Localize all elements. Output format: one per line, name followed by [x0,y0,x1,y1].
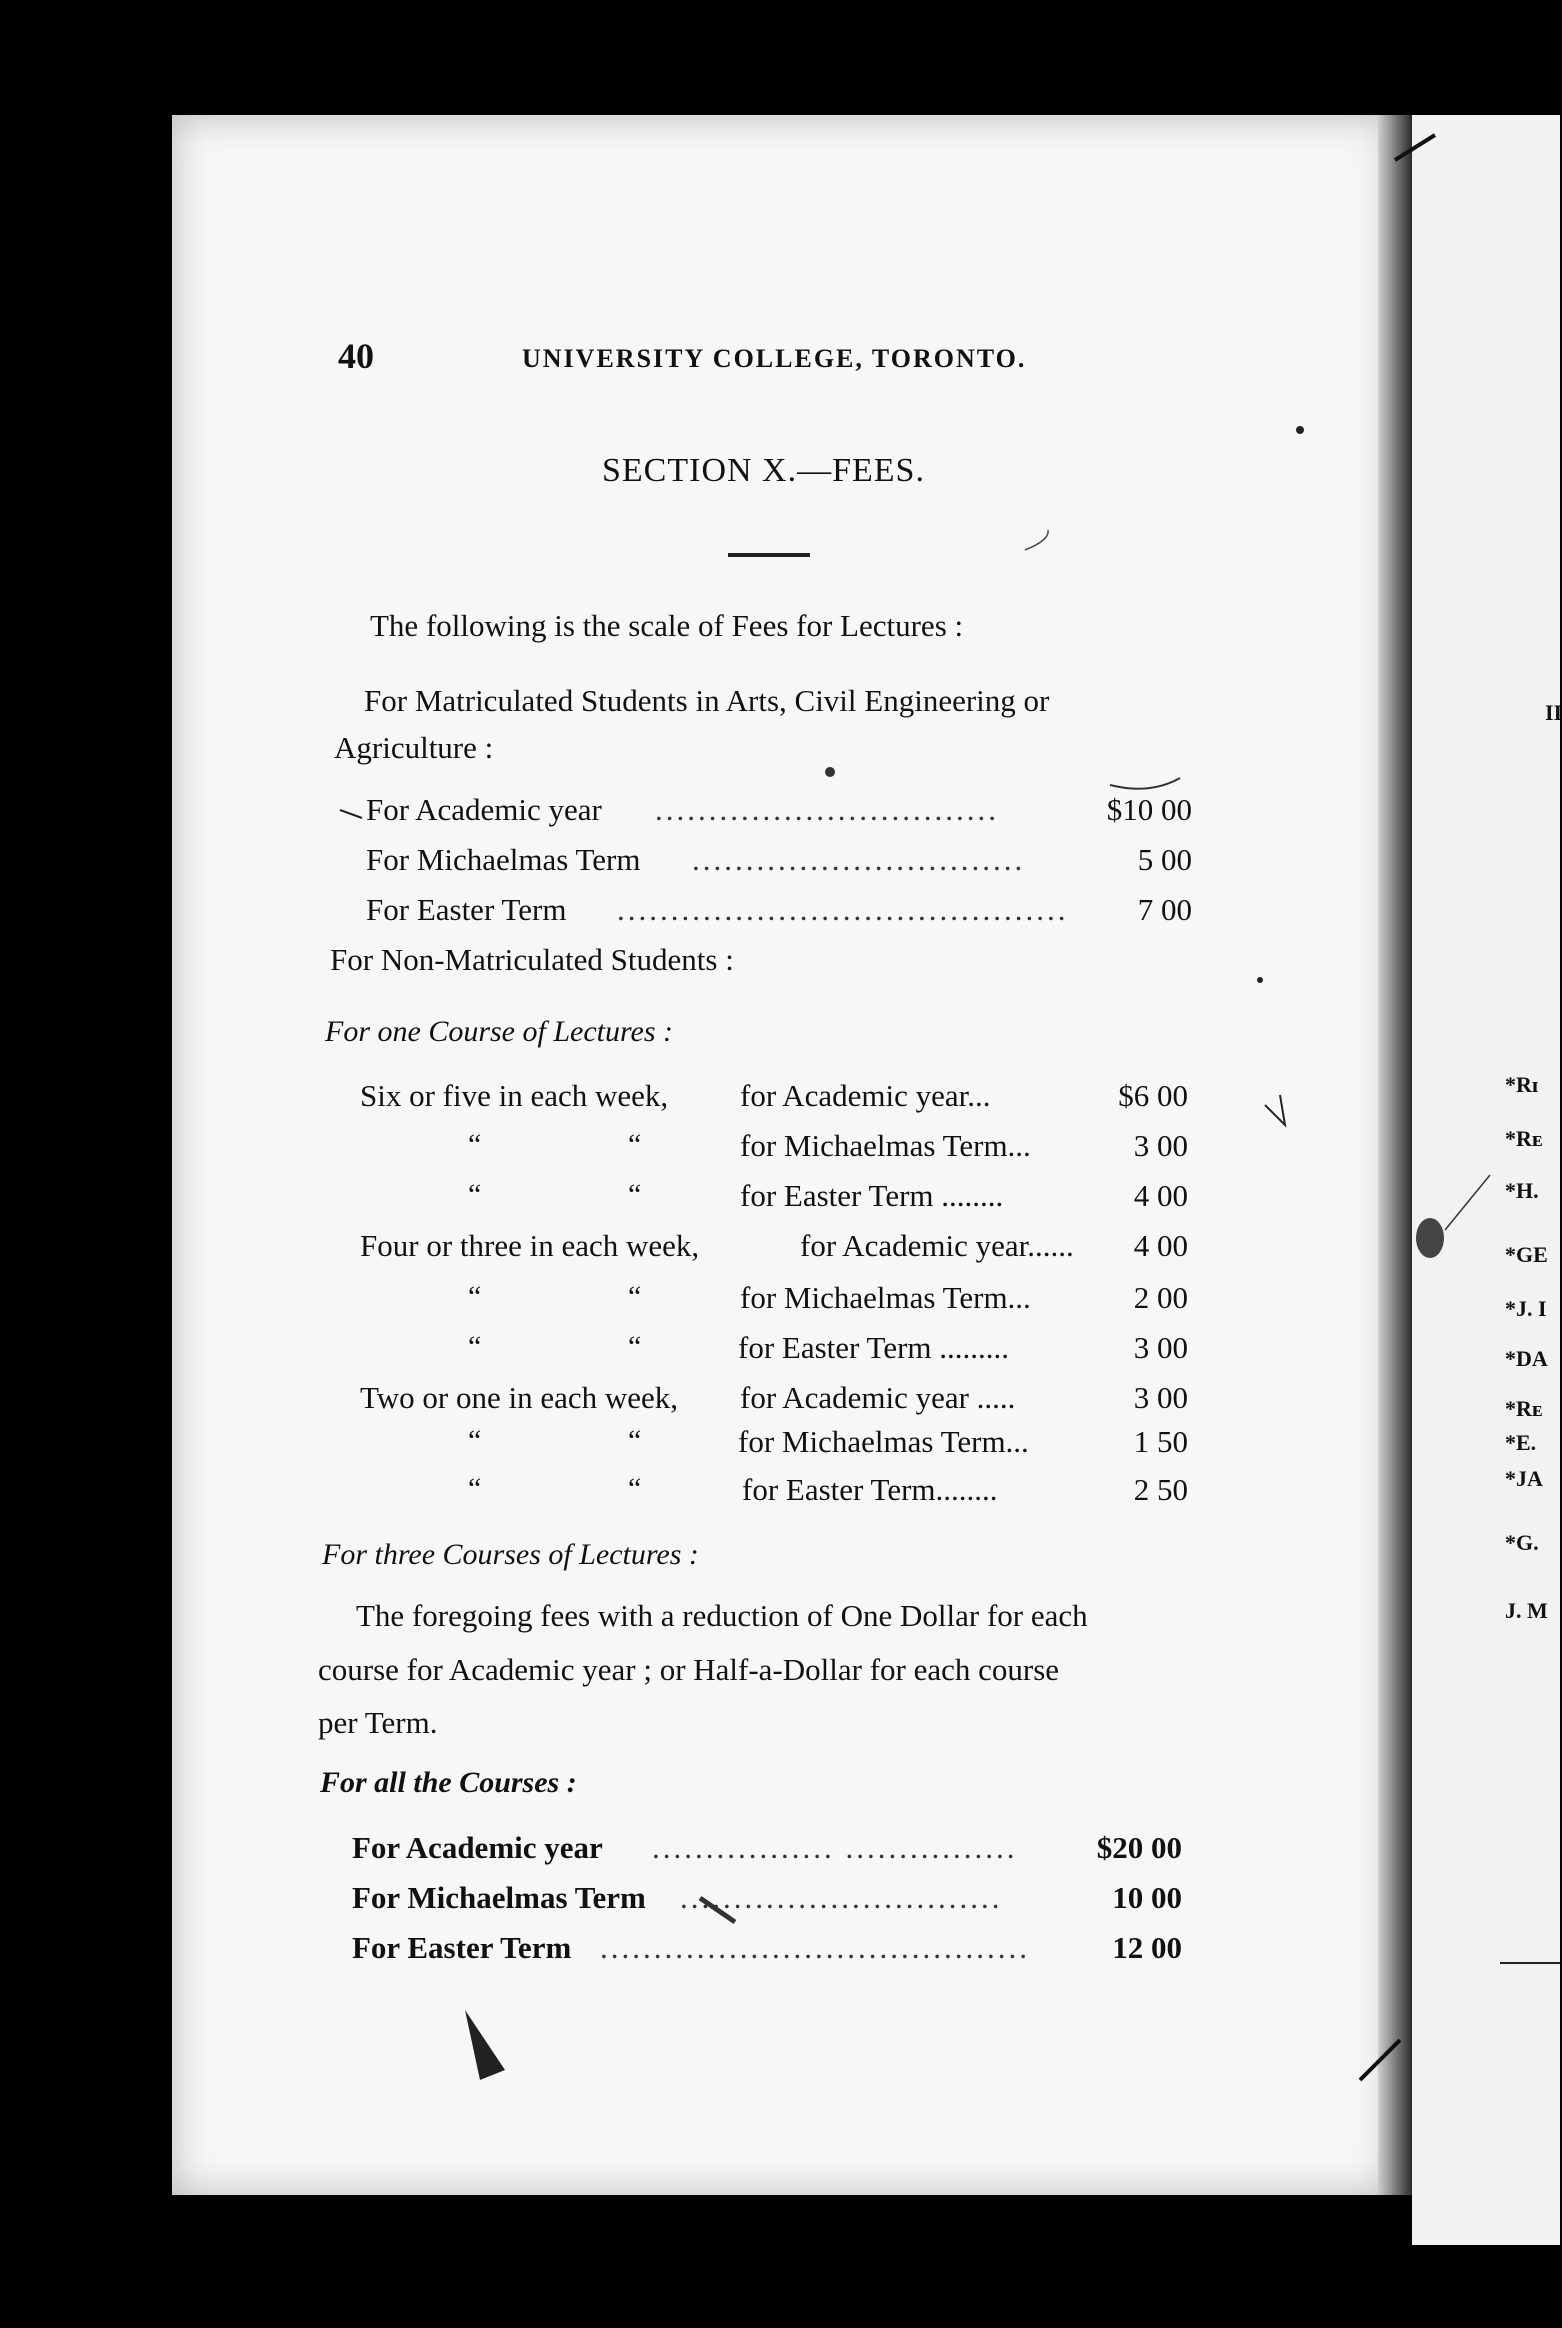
fee-row-label: for Easter Term ........ [740,1178,1004,1213]
fee-amount: 5 00 [1137,842,1192,877]
scan-mark [1265,1095,1285,1125]
non-matriculated-heading: For Non-Matriculated Students : [330,942,734,977]
scan-mark [1360,2040,1400,2080]
fee-amount: $10 00 [1106,792,1192,827]
ditto-mark: “ [468,1472,482,1505]
ditto-mark: “ [628,1472,642,1505]
ditto-mark: “ [468,1178,482,1211]
three-courses-text: The foregoing fees with a reduction of One Dollar for each [356,1598,1088,1633]
fee-row-label: For Academic year [352,1830,603,1865]
ditto-mark: “ [468,1128,482,1161]
scan-mark [1395,135,1435,160]
facing-page-fragment: *H. [1505,1178,1539,1203]
fee-row-label: for Easter Term ......... [738,1330,1010,1365]
fee-amount: 3 00 [1133,1330,1188,1365]
facing-page-fragment: *DA [1505,1346,1548,1371]
scan-mark [1416,1218,1444,1258]
scan-mark [340,810,362,818]
fee-amount: $20 00 [1096,1830,1182,1865]
fee-row-label: For Academic year [366,792,602,827]
fee-amount: 3 00 [1133,1380,1188,1415]
fee-amount: $6 00 [1118,1078,1188,1113]
facing-page-fragment: *GE [1505,1242,1548,1267]
scan-mark [825,767,835,777]
matriculated-heading-cont: Agriculture : [334,730,494,765]
leader-dots: ........................................ [600,1930,1030,1965]
fee-row-label: for Michaelmas Term... [740,1128,1031,1163]
scan-mark [1110,778,1180,789]
all-courses-heading: For all the Courses : [320,1766,577,1799]
fee-amount: 10 00 [1112,1880,1182,1915]
fee-row-label: For Michaelmas Term [366,842,641,877]
group-lead: Two or one in each week, [360,1380,679,1415]
fee-amount: 12 00 [1112,1930,1182,1965]
facing-page-fragment: *E. [1505,1430,1537,1455]
facing-page-fragment: *J. I [1505,1296,1547,1321]
facing-page-fragment: J. M [1505,1598,1548,1623]
facing-page-fragment: *JA [1505,1466,1543,1491]
three-courses-text: per Term. [318,1705,438,1740]
facing-page-fragment: *Rᴇ [1505,1396,1543,1421]
fee-row-label: For Easter Term [366,892,567,927]
fee-row-label: for Academic year ..... [740,1380,1016,1415]
leader-dots: .............................. [680,1880,1003,1915]
ditto-mark: “ [628,1330,642,1363]
facing-page-fragment: *Rᴇ [1505,1126,1543,1151]
fee-amount: 2 50 [1133,1472,1188,1507]
one-course-heading: For one Course of Lectures : [325,1015,674,1048]
ditto-mark: “ [628,1178,642,1211]
scan-mark [1025,530,1048,550]
group-lead: Six or five in each week, [360,1078,669,1113]
running-head: UNIVERSITY COLLEGE, TORONTO. [522,344,1027,373]
fee-amount: 3 00 [1133,1128,1188,1163]
fee-row-label: for Michaelmas Term... [740,1280,1031,1315]
ditto-mark: “ [628,1280,642,1313]
leader-dots: ................. ................ [652,1830,1018,1865]
fee-amount: 2 00 [1133,1280,1188,1315]
leader-dots: ............................... [692,842,1026,877]
intro-text: The following is the scale of Fees for Lectures : [370,608,964,643]
ditto-mark: “ [468,1424,482,1457]
ditto-mark: “ [468,1280,482,1313]
matriculated-heading: For Matriculated Students in Arts, Civil Engineering or [364,683,1050,718]
facing-page-fragment: *Rɪ [1505,1072,1539,1097]
fee-row-label: For Easter Term [352,1930,572,1965]
scan-mark [1296,426,1304,434]
page-number: 40 [338,336,374,376]
leader-dots: .......................................... [617,892,1069,927]
fee-amount: 4 00 [1133,1178,1188,1213]
fee-row-label: for Academic year...... [800,1228,1074,1263]
scan-mark [465,2010,505,2080]
leader-dots: ................................ [655,792,999,827]
ditto-mark: “ [468,1330,482,1363]
fee-row-label: for Academic year... [740,1078,991,1113]
fee-amount: 4 00 [1133,1228,1188,1263]
ditto-mark: “ [628,1128,642,1161]
fee-row-label: For Michaelmas Term [352,1880,646,1915]
facing-page-fragment: II [1545,700,1562,725]
ditto-mark: “ [628,1424,642,1457]
group-lead: Four or three in each week, [360,1228,700,1263]
scan-mark [700,1898,735,1922]
three-courses-heading: For three Courses of Lectures : [322,1538,699,1571]
fee-amount: 1 50 [1133,1424,1188,1459]
fee-row-label: for Easter Term........ [742,1472,998,1507]
fee-amount: 7 00 [1137,892,1192,927]
three-courses-text: course for Academic year ; or Half-a-Dollar for each course [318,1652,1060,1687]
facing-page-fragment: *G. [1505,1530,1539,1555]
fee-row-label: for Michaelmas Term... [738,1424,1029,1459]
scan-mark [1445,1175,1490,1230]
scan-mark [1257,977,1263,983]
section-title: SECTION X.—FEES. [602,452,925,489]
